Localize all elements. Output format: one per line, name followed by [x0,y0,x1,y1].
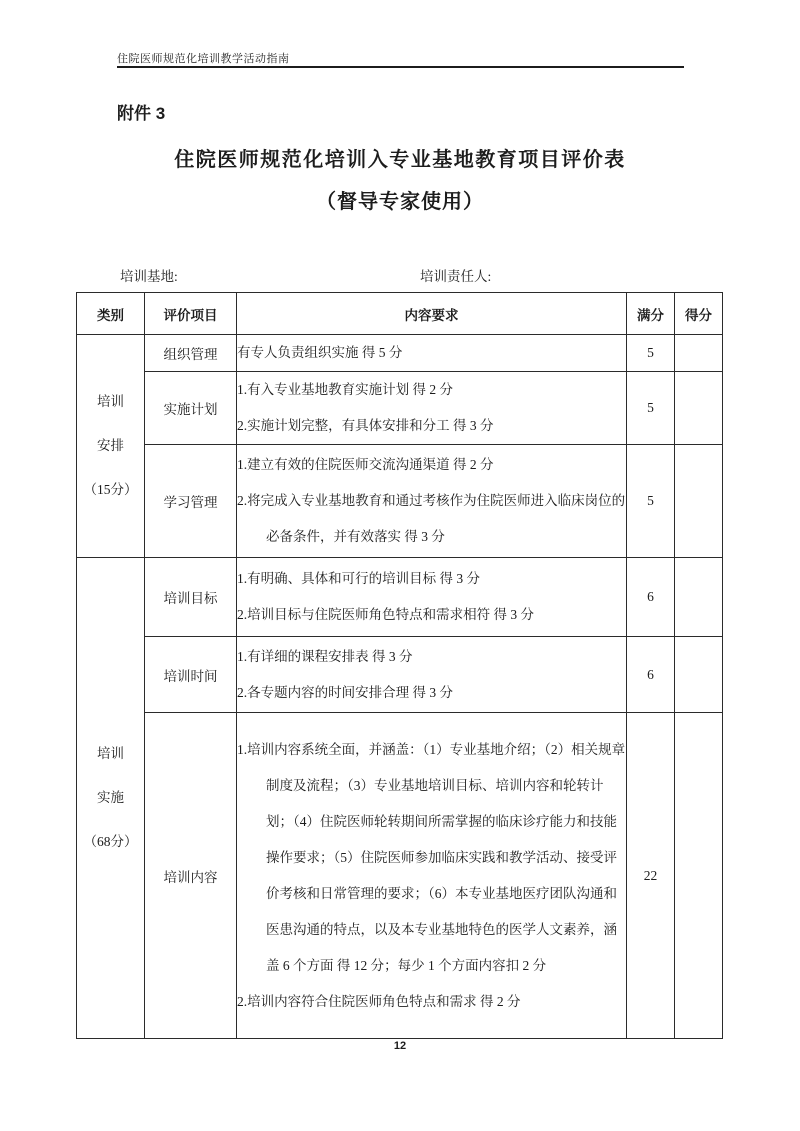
table-header-item: 评价项目 [145,293,237,335]
category-line: 实施 [97,790,124,805]
evaluation-table-wrapper [76,292,723,1039]
requirement-item: 1.培训内容系统全面，并涵盖：（1）专业基地介绍；（2）相关规章制度及流程；（3）专业基地培训目标、培训内容和轮转计划；（4）住院医师轮转期间所需掌握的临床诊疗能力和技能操作要求；（5）住院医师参加临床实践和教学活动、接受评价考核和日常管理的要求；（6）本专业基地医疗团队沟通和医患沟通的特点，以及本专业基地特色的医学人文素养，涵盖 6 个方面 得 12 分；每少 1 个方面内容扣 2 分 [237,741,626,973]
score-cell [675,445,723,558]
requirements-cell [237,713,627,1039]
item-cell: 培训内容 [145,713,237,1039]
category-line: 培训 [97,746,124,761]
score-cell [675,713,723,1039]
table-row [77,713,723,1039]
table-row [77,637,723,713]
requirement-item: 1.建立有效的住院医师交流沟通渠道 得 2 分 [237,457,494,472]
requirement-item: 1.有详细的课程安排表 得 3 分 [237,648,413,664]
score-cell [675,558,723,637]
score-cell [675,637,723,713]
training-base-label: 培训基地: [120,269,178,284]
requirements-cell [237,445,627,558]
table-header-score: 得分 [675,293,723,335]
requirement-item: 2.培训内容符合住院医师角色特点和需求 得 2 分 [237,993,521,1009]
header-rule [117,66,684,68]
table-row [77,372,723,445]
score-cell [675,372,723,445]
category-cell-arrangement [77,335,145,558]
requirement-item: 1.有入专业基地教育实施计划 得 2 分 [237,382,453,397]
attachment-label: 附件 3 [117,104,166,123]
max-score-cell: 5 [627,372,675,445]
category-line: 安排 [97,438,124,453]
page-header-text: 住院医师规范化培训教学活动指南 [117,53,290,65]
requirement-item: 1.有明确、具体和可行的培训目标 得 3 分 [237,571,480,586]
max-score-cell: 5 [627,335,675,372]
requirements-cell [237,558,627,637]
max-score-cell: 5 [627,445,675,558]
item-cell: 学习管理 [145,445,237,558]
category-line: （15分） [83,482,138,497]
table-header-max-score: 满分 [627,293,675,335]
requirements-cell [237,637,627,713]
category-line: 培训 [97,394,124,409]
category-cell-implementation [77,558,145,1039]
table-row [77,558,723,637]
requirement-item: 2.实施计划完整，有具体安排和分工 得 3 分 [237,418,494,433]
training-person-label: 培训责任人: [420,269,492,284]
item-cell: 培训目标 [145,558,237,637]
requirement-item: 2.培训目标与住院医师角色特点和需求相符 得 3 分 [237,607,534,622]
requirement-item: 2.各专题内容的时间安排合理 得 3 分 [237,684,453,700]
evaluation-table [76,292,723,1039]
page-number: 12 [393,1040,407,1052]
requirements-cell [237,335,627,372]
doc-subtitle: （督导专家使用） [316,191,484,213]
doc-title: 住院医师规范化培训入专业基地教育项目评价表 [174,149,626,171]
table-header-requirements: 内容要求 [237,293,627,335]
category-line: （68分） [83,834,138,849]
table-row [77,445,723,558]
table-header-row [77,293,723,335]
max-score-cell: 6 [627,637,675,713]
table-row [77,335,723,372]
max-score-cell: 22 [627,713,675,1039]
requirements-cell [237,372,627,445]
score-cell [675,335,723,372]
item-cell: 组织管理 [145,335,237,372]
table-header-category: 类别 [77,293,145,335]
requirement-item: 2.将完成入专业基地教育和通过考核作为住院医师进入临床岗位的必备条件，并有效落实 得 3 分 [237,493,626,544]
item-cell: 培训时间 [145,637,237,713]
requirement-item: 有专人负责组织实施 得 5 分 [237,345,403,360]
item-cell: 实施计划 [145,372,237,445]
max-score-cell: 6 [627,558,675,637]
